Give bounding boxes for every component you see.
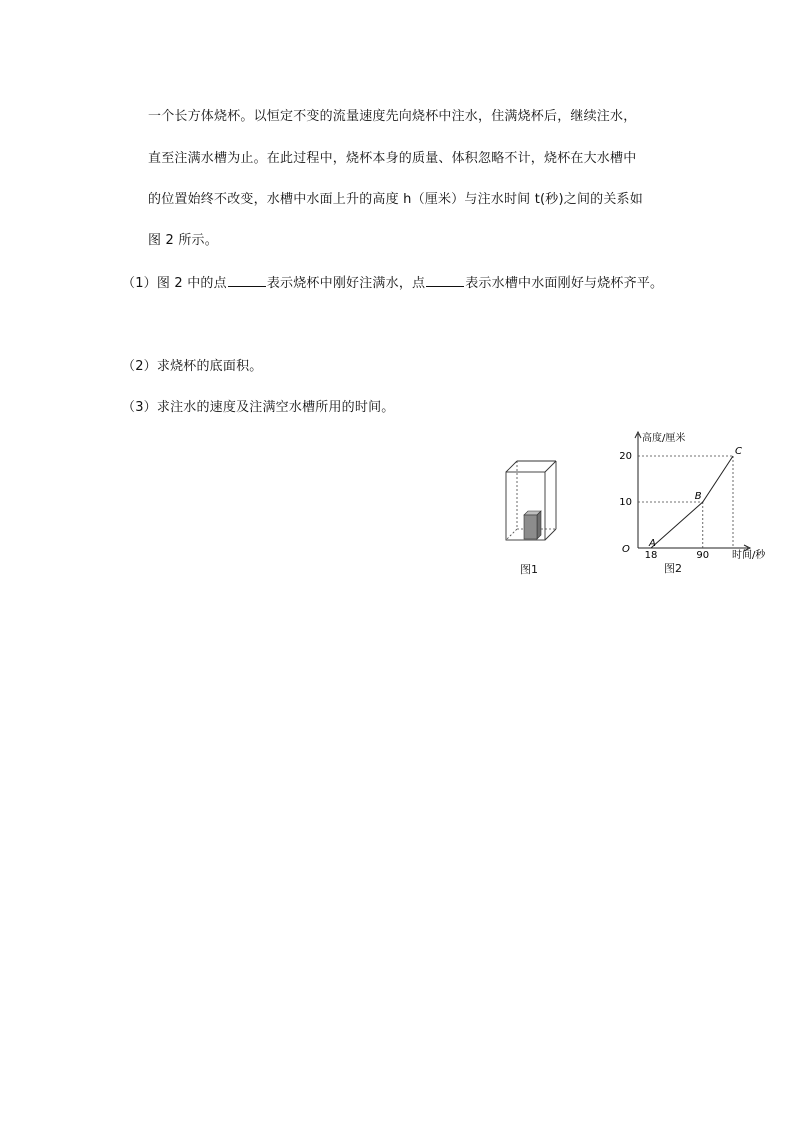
point-label-c: C bbox=[735, 446, 742, 457]
figure-2-chart bbox=[610, 426, 786, 566]
beaker-block bbox=[524, 511, 541, 539]
x-axis-label: 时间/秒 bbox=[732, 550, 766, 561]
x-tick-label-18: 18 bbox=[644, 550, 658, 561]
paragraph-line-2: 直至注满水槽为止。在此过程中，烧杯本身的质量、体积忽略不计，烧杯在大水槽中 bbox=[148, 151, 637, 166]
y-axis-label: 高度/厘米 bbox=[642, 433, 686, 444]
question-2: （2）求烧杯的底面积。 bbox=[122, 359, 263, 374]
point-label-a: A bbox=[648, 538, 656, 549]
paragraph-line-3: 的位置始终不改变，水槽中水面上升的高度 h（厘米）与注水时间 t(秒)之间的关系如 bbox=[148, 192, 643, 207]
origin-label: O bbox=[622, 544, 630, 555]
question-1-text-b: 表示烧杯中刚好注满水，点 bbox=[266, 276, 426, 291]
answer-blank-1[interactable] bbox=[228, 274, 266, 287]
paragraph-line-4: 图 2 所示。 bbox=[148, 233, 218, 248]
figure-1-tank-diagram bbox=[500, 456, 564, 548]
figure-1-caption: 图1 bbox=[520, 563, 538, 576]
question-3: （3）求注水的速度及注满空水槽所用的时间。 bbox=[122, 400, 395, 415]
question-1 bbox=[122, 274, 663, 293]
answer-blank-2[interactable] bbox=[426, 274, 464, 287]
point-label-b: B bbox=[694, 491, 702, 502]
paragraph-line-1: 一个长方体烧杯。以恒定不变的流量速度先向烧杯中注水，住满烧杯后，继续注水， bbox=[148, 109, 637, 124]
y-tick-label-10: 10 bbox=[619, 497, 632, 508]
question-1-text-c: 表示水槽中水面刚好与烧杯齐平。 bbox=[465, 276, 664, 291]
x-tick-label-90: 90 bbox=[696, 550, 710, 561]
question-1-text-a: （1）图 2 中的点 bbox=[122, 276, 227, 291]
y-tick-label-20: 20 bbox=[619, 451, 632, 462]
figure-2-caption: 图2 bbox=[664, 562, 682, 575]
